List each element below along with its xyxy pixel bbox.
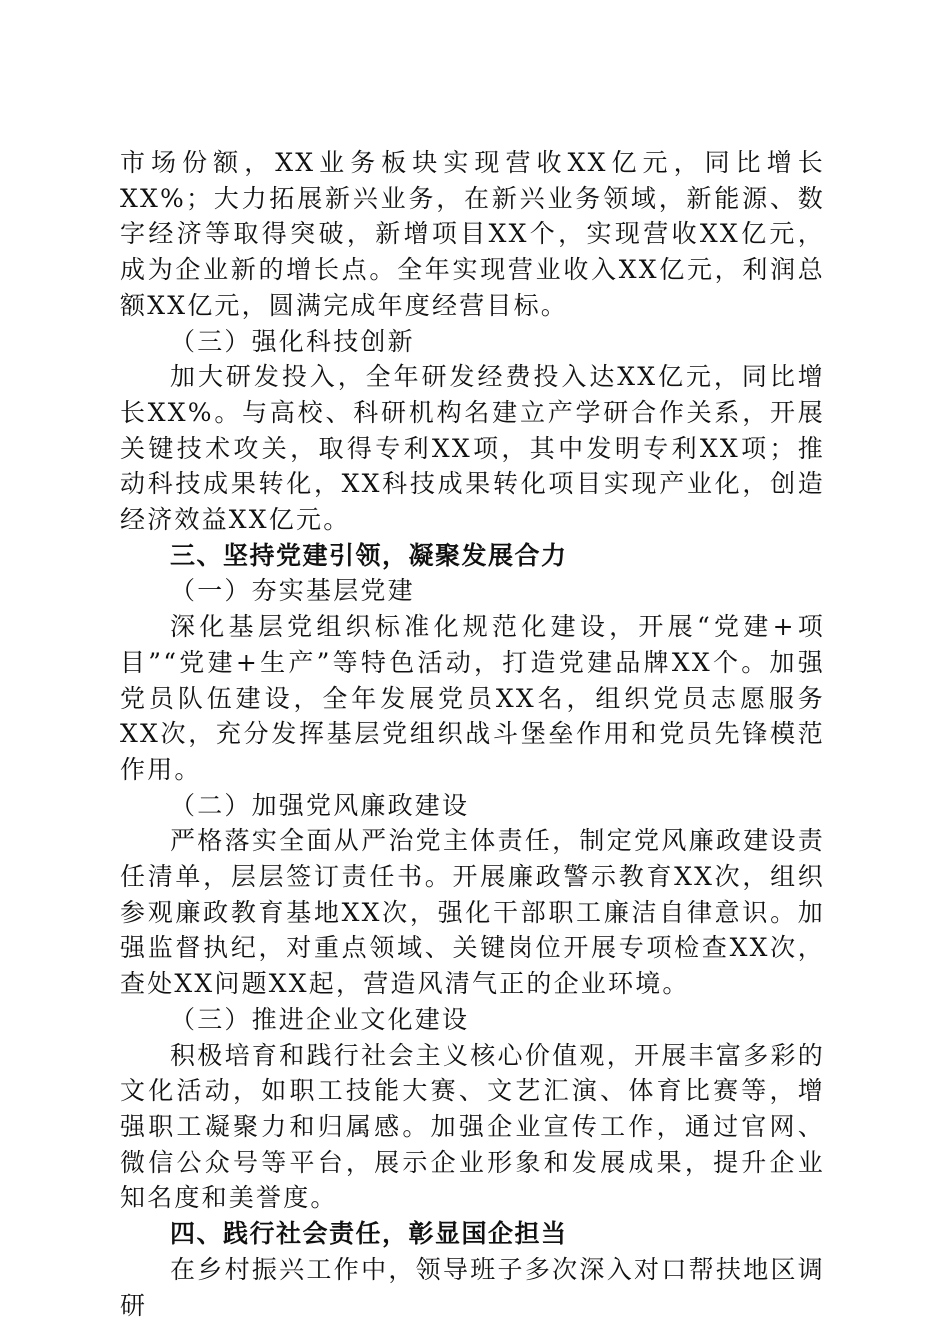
document-body [120,145,825,1323]
paragraph-integrity: 严格落实全面从严治党主体责任，制定党风廉政建设责任清单，层层签订责任书。开展廉政警示教育XX次，组织参观廉政教育基地XX次，强化干部职工廉洁自律意识。加强监督执纪，对重点领域、关键岗位开展专项检查XX次，查处XX问题XX起，营造风清气正的企业环境。 [120,826,825,999]
paragraph-rd-investment: 加大研发投入，全年研发经费投入达XX亿元，同比增长XX%。与高校、科研机构名建立产学研合作关系，开展关键技术攻关，取得专利XX项，其中发明专利XX项；推动科技成果转化，XX科技成果转化项目实现产业化，创造经济效益XX亿元。 [120,362,825,535]
paragraph-rural-revitalization: 在乡村振兴工作中，领导班子多次深入对口帮扶地区调研 [120,1254,825,1320]
paragraph-grassroots-party: 深化基层党组织标准化规范化建设，开展“党建+项目”“党建+生产”等特色活动，打造党建品牌XX个。加强党员队伍建设，全年发展党员XX名，组织党员志愿服务XX次，充分发挥基层党组织战斗堡垒作用和党员先锋模范作用。 [120,612,825,784]
section-heading-party-building: 三、坚持党建引领，凝聚发展合力 [170,540,568,570]
subheading-integrity: （二）加强党风廉政建设 [170,790,470,820]
subheading-corporate-culture: （三）推进企业文化建设 [170,1004,470,1034]
subheading-grassroots-party: （一）夯实基层党建 [170,576,415,606]
section-heading-social-responsibility: 四、践行社会责任，彰显国企担当 [170,1219,568,1249]
paragraph-corporate-culture: 积极培育和践行社会主义核心价值观，开展丰富多彩的文化活动，如职工技能大赛、文艺汇演、体育比赛等，增强职工凝聚力和归属感。加强企业宣传工作，通过官网、微信公众号等平台，展示企业形象和发展成果，提升企业知名度和美誉度。 [120,1040,825,1213]
subheading-tech-innovation: （三）强化科技创新 [170,326,415,356]
paragraph-market-share: 市场份额，XX业务板块实现营收XX亿元，同比增长XX%；大力拓展新兴业务，在新兴业务领域，新能源、数字经济等取得突破，新增项目XX个，实现营收XX亿元，成为企业新的增长点。全年实现营业收入XX亿元，利润总额XX亿元，圆满完成年度经营目标。 [120,148,825,320]
